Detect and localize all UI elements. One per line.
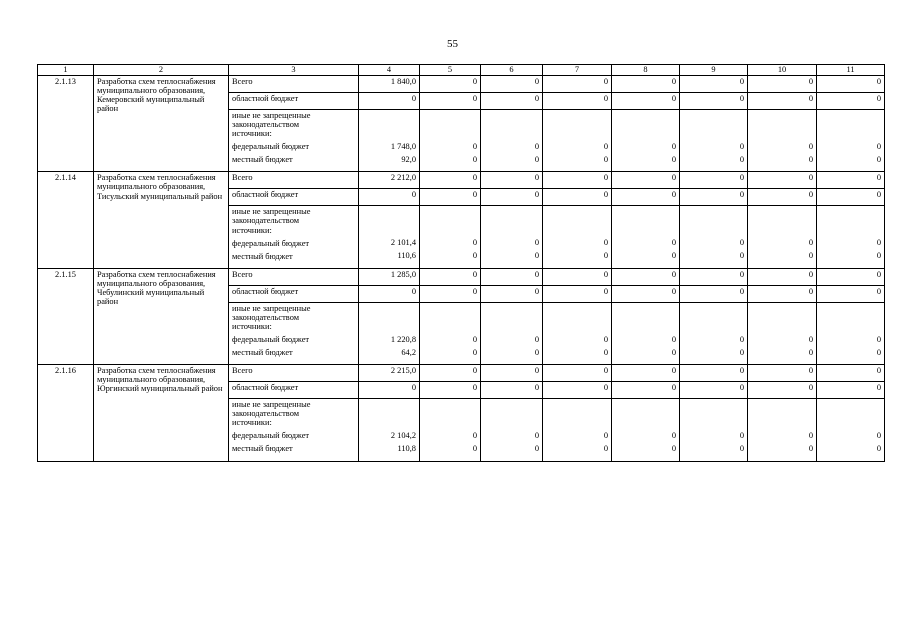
federal-value: 0 — [876, 238, 881, 248]
funding-source: областной бюджет — [229, 285, 359, 302]
value-cell — [817, 399, 885, 461]
value-cell: 0 — [420, 285, 481, 302]
local-value: 0 — [472, 444, 477, 454]
header-row — [38, 65, 885, 76]
value-cell: 0 — [481, 382, 543, 399]
value-cell — [680, 399, 748, 461]
spacer — [362, 400, 416, 431]
funding-source-label: источники: — [232, 129, 272, 139]
page-number: 55 — [447, 38, 458, 50]
funding-source-federal: федеральный бюджет — [232, 142, 310, 152]
local-value: 0 — [472, 251, 477, 261]
value-cell — [612, 302, 680, 364]
local-value: 0 — [739, 444, 744, 454]
table-row — [38, 172, 885, 189]
col-header: 11 — [817, 65, 885, 76]
federal-value: 0 — [876, 142, 881, 151]
spacer — [615, 304, 676, 335]
value-cell: 0 — [543, 365, 612, 382]
col-header: 10 — [748, 65, 817, 76]
value-cell — [420, 110, 481, 172]
col-header: 6 — [481, 65, 543, 76]
federal-value: 0 — [739, 334, 744, 344]
value-cell — [359, 302, 420, 364]
spacer — [751, 111, 813, 142]
federal-value: 0 — [534, 431, 539, 441]
value-cell: 0 — [481, 285, 543, 302]
local-value: 0 — [603, 251, 608, 261]
spacer — [423, 111, 477, 142]
value-cell — [612, 399, 680, 461]
value-cell: 0 — [680, 93, 748, 110]
federal-value: 0 — [671, 142, 676, 151]
funding-source-local: местный бюджет — [232, 251, 293, 261]
federal-value: 0 — [472, 238, 477, 248]
federal-value: 2 101,4 — [390, 238, 416, 248]
local-value: 0 — [534, 251, 539, 261]
local-value: 0 — [876, 444, 881, 454]
value-cell — [420, 302, 481, 364]
spacer — [484, 111, 539, 142]
spacer — [615, 111, 676, 142]
federal-value: 0 — [472, 142, 477, 151]
value-cell: 0 — [543, 268, 612, 285]
spacer — [362, 207, 416, 238]
measure-name: Разработка схем теплоснабжения муниципального образования, Юргинский муниципальный район — [94, 365, 229, 461]
local-value: 0 — [671, 155, 676, 165]
value-cell: 0 — [481, 93, 543, 110]
value-cell: 0 — [543, 382, 612, 399]
value-cell: 0 — [543, 172, 612, 189]
spacer — [683, 111, 744, 142]
spacer — [820, 304, 881, 335]
spacer — [820, 400, 881, 431]
funding-source-label: законодательством — [232, 409, 300, 419]
value-cell: 2 212,0 — [359, 172, 420, 189]
federal-value: 0 — [472, 334, 477, 344]
value-cell — [612, 206, 680, 268]
value-cell: 0 — [748, 93, 817, 110]
measure-code: 2.1.15 — [38, 268, 94, 364]
value-cell: 0 — [748, 189, 817, 206]
federal-value: 0 — [671, 238, 676, 248]
col-header: 5 — [420, 65, 481, 76]
value-cell — [481, 206, 543, 268]
measure-code: 2.1.13 — [38, 76, 94, 172]
value-cell — [543, 302, 612, 364]
table-row — [38, 76, 885, 93]
value-cell: 0 — [543, 189, 612, 206]
federal-value: 0 — [739, 238, 744, 248]
local-value: 0 — [808, 155, 813, 165]
local-value: 0 — [876, 155, 881, 165]
value-cell: 0 — [748, 382, 817, 399]
value-cell: 0 — [481, 76, 543, 93]
local-value: 92,0 — [401, 155, 416, 165]
local-value: 110,6 — [397, 251, 416, 261]
spacer — [751, 400, 813, 431]
local-value: 0 — [472, 347, 477, 357]
value-cell: 0 — [359, 285, 420, 302]
value-cell: 0 — [680, 268, 748, 285]
value-cell — [543, 399, 612, 461]
value-cell: 0 — [359, 382, 420, 399]
federal-value: 1 220,8 — [390, 334, 416, 344]
value-cell: 0 — [359, 189, 420, 206]
spacer — [615, 400, 676, 431]
spacer — [751, 304, 813, 335]
value-cell — [359, 399, 420, 461]
federal-value: 1 748,0 — [390, 142, 416, 151]
funding-source-group — [229, 302, 359, 364]
value-cell: 0 — [680, 382, 748, 399]
measure-name: Разработка схем теплоснабжения муниципального образования, Чебулинский муниципальный район — [94, 268, 229, 364]
spacer — [484, 207, 539, 238]
federal-value: 0 — [876, 431, 881, 441]
local-value: 0 — [534, 347, 539, 357]
local-value: 0 — [534, 444, 539, 454]
value-cell: 0 — [481, 189, 543, 206]
measure-code: 2.1.14 — [38, 172, 94, 268]
col-header: 8 — [612, 65, 680, 76]
value-cell: 0 — [543, 93, 612, 110]
value-cell — [359, 206, 420, 268]
value-cell: 0 — [680, 172, 748, 189]
value-cell: 1 840,0 — [359, 76, 420, 93]
value-cell — [612, 110, 680, 172]
funding-source-label: источники: — [232, 418, 272, 428]
measure-name: Разработка схем теплоснабжения муниципального образования, Тисульский муниципальный район — [94, 172, 229, 268]
funding-source-local: местный бюджет — [232, 155, 293, 165]
value-cell — [481, 399, 543, 461]
table-row — [38, 365, 885, 382]
spacer — [484, 304, 539, 335]
funding-source-label: законодательством — [232, 120, 300, 130]
value-cell: 0 — [359, 93, 420, 110]
value-cell — [817, 110, 885, 172]
local-value: 0 — [808, 251, 813, 261]
local-value: 0 — [603, 347, 608, 357]
value-cell: 0 — [481, 268, 543, 285]
local-value: 0 — [534, 155, 539, 165]
local-value: 110,8 — [397, 444, 416, 454]
funding-source-federal: федеральный бюджет — [232, 238, 310, 248]
local-value: 0 — [472, 155, 477, 165]
spacer — [820, 207, 881, 238]
value-cell: 0 — [612, 172, 680, 189]
funding-source-label: законодательством — [232, 216, 300, 226]
funding-source-federal: федеральный бюджет — [232, 431, 310, 441]
local-value: 64,2 — [401, 347, 416, 357]
value-cell — [748, 110, 817, 172]
col-header: 3 — [229, 65, 359, 76]
value-cell: 0 — [612, 382, 680, 399]
value-cell: 0 — [420, 76, 481, 93]
value-cell: 0 — [543, 76, 612, 93]
value-cell: 0 — [817, 93, 885, 110]
spacer — [362, 111, 416, 142]
value-cell — [420, 399, 481, 461]
funding-source-label: источники: — [232, 321, 272, 331]
funding-source-label: иные не запрещенные — [232, 303, 311, 313]
value-cell: 0 — [612, 76, 680, 93]
value-cell: 0 — [420, 382, 481, 399]
federal-value: 0 — [534, 334, 539, 344]
federal-value: 0 — [603, 431, 608, 441]
federal-value: 0 — [739, 431, 744, 441]
funding-source-label: иные не запрещенные — [232, 207, 311, 217]
value-cell: 0 — [481, 365, 543, 382]
spacer — [546, 111, 608, 142]
local-value: 0 — [671, 444, 676, 454]
budget-table — [37, 64, 885, 462]
value-cell — [680, 110, 748, 172]
table-body — [38, 76, 885, 462]
measure-name: Разработка схем теплоснабжения муниципального образования, Кемеровский муниципальный район — [94, 76, 229, 172]
federal-value: 0 — [534, 238, 539, 248]
value-cell: 0 — [680, 76, 748, 93]
local-value: 0 — [671, 251, 676, 261]
value-cell: 0 — [680, 189, 748, 206]
federal-value: 0 — [534, 142, 539, 151]
value-cell — [543, 206, 612, 268]
funding-source-label: иные не запрещенные — [232, 111, 311, 120]
value-cell — [680, 206, 748, 268]
local-value: 0 — [739, 155, 744, 165]
value-cell — [748, 302, 817, 364]
value-cell: 2 215,0 — [359, 365, 420, 382]
value-cell: 0 — [420, 93, 481, 110]
spacer — [423, 304, 477, 335]
spacer — [423, 207, 477, 238]
value-cell — [748, 206, 817, 268]
value-cell: 0 — [748, 172, 817, 189]
value-cell: 0 — [817, 365, 885, 382]
funding-source-local: местный бюджет — [232, 444, 293, 454]
funding-source: Всего — [229, 76, 359, 93]
value-cell: 0 — [817, 76, 885, 93]
local-value: 0 — [876, 251, 881, 261]
value-cell: 0 — [748, 365, 817, 382]
federal-value: 0 — [808, 431, 813, 441]
value-cell — [420, 206, 481, 268]
funding-source: Всего — [229, 365, 359, 382]
spacer — [546, 400, 608, 431]
value-cell: 0 — [612, 189, 680, 206]
federal-value: 0 — [808, 142, 813, 151]
funding-source-label: законодательством — [232, 312, 300, 322]
value-cell: 0 — [420, 189, 481, 206]
spacer — [546, 304, 608, 335]
spacer — [751, 207, 813, 238]
federal-value: 0 — [808, 238, 813, 248]
spacer — [820, 111, 881, 142]
value-cell: 0 — [817, 268, 885, 285]
spacer — [484, 400, 539, 431]
value-cell: 0 — [680, 365, 748, 382]
col-header: 7 — [543, 65, 612, 76]
value-cell: 0 — [420, 172, 481, 189]
federal-value: 0 — [472, 431, 477, 441]
table-row — [38, 268, 885, 285]
federal-value: 0 — [876, 334, 881, 344]
local-value: 0 — [739, 251, 744, 261]
local-value: 0 — [876, 347, 881, 357]
funding-source: областной бюджет — [229, 189, 359, 206]
value-cell: 0 — [748, 268, 817, 285]
value-cell: 0 — [748, 285, 817, 302]
funding-source-federal: федеральный бюджет — [232, 335, 310, 345]
value-cell — [481, 110, 543, 172]
value-cell: 0 — [817, 382, 885, 399]
funding-source-label: источники: — [232, 225, 272, 235]
value-cell: 0 — [420, 268, 481, 285]
local-value: 0 — [603, 155, 608, 165]
federal-value: 0 — [603, 334, 608, 344]
funding-source: областной бюджет — [229, 382, 359, 399]
spacer — [423, 400, 477, 431]
local-value: 0 — [808, 444, 813, 454]
federal-value: 2 104,2 — [390, 431, 416, 441]
spacer — [546, 207, 608, 238]
funding-source-local: местный бюджет — [232, 348, 293, 358]
value-cell: 0 — [748, 76, 817, 93]
value-cell — [359, 110, 420, 172]
value-cell: 0 — [817, 172, 885, 189]
federal-value: 0 — [603, 142, 608, 151]
value-cell: 0 — [420, 365, 481, 382]
value-cell — [817, 206, 885, 268]
funding-source: Всего — [229, 172, 359, 189]
funding-source-group — [229, 110, 359, 172]
value-cell — [481, 302, 543, 364]
federal-value: 0 — [671, 334, 676, 344]
spacer — [683, 207, 744, 238]
spacer — [683, 304, 744, 335]
federal-value: 0 — [808, 334, 813, 344]
value-cell: 0 — [612, 285, 680, 302]
col-header: 9 — [680, 65, 748, 76]
funding-source-label: иные не запрещенные — [232, 400, 311, 410]
funding-source: Всего — [229, 268, 359, 285]
value-cell: 0 — [543, 285, 612, 302]
value-cell: 0 — [817, 189, 885, 206]
value-cell — [543, 110, 612, 172]
federal-value: 0 — [671, 431, 676, 441]
value-cell: 0 — [612, 93, 680, 110]
federal-value: 0 — [739, 142, 744, 151]
col-header: 4 — [359, 65, 420, 76]
local-value: 0 — [603, 444, 608, 454]
value-cell — [748, 399, 817, 461]
federal-value: 0 — [603, 238, 608, 248]
funding-source-group — [229, 206, 359, 268]
funding-source: областной бюджет — [229, 93, 359, 110]
value-cell: 0 — [612, 365, 680, 382]
local-value: 0 — [671, 347, 676, 357]
value-cell: 0 — [612, 268, 680, 285]
value-cell — [817, 302, 885, 364]
value-cell: 0 — [481, 172, 543, 189]
spacer — [615, 207, 676, 238]
value-cell — [680, 302, 748, 364]
measure-code: 2.1.16 — [38, 365, 94, 461]
spacer — [683, 400, 744, 431]
value-cell: 0 — [680, 285, 748, 302]
col-header: 2 — [94, 65, 229, 76]
funding-source-group — [229, 399, 359, 461]
col-header: 1 — [38, 65, 94, 76]
spacer — [362, 304, 416, 335]
value-cell: 0 — [817, 285, 885, 302]
local-value: 0 — [739, 347, 744, 357]
value-cell: 1 285,0 — [359, 268, 420, 285]
local-value: 0 — [808, 347, 813, 357]
